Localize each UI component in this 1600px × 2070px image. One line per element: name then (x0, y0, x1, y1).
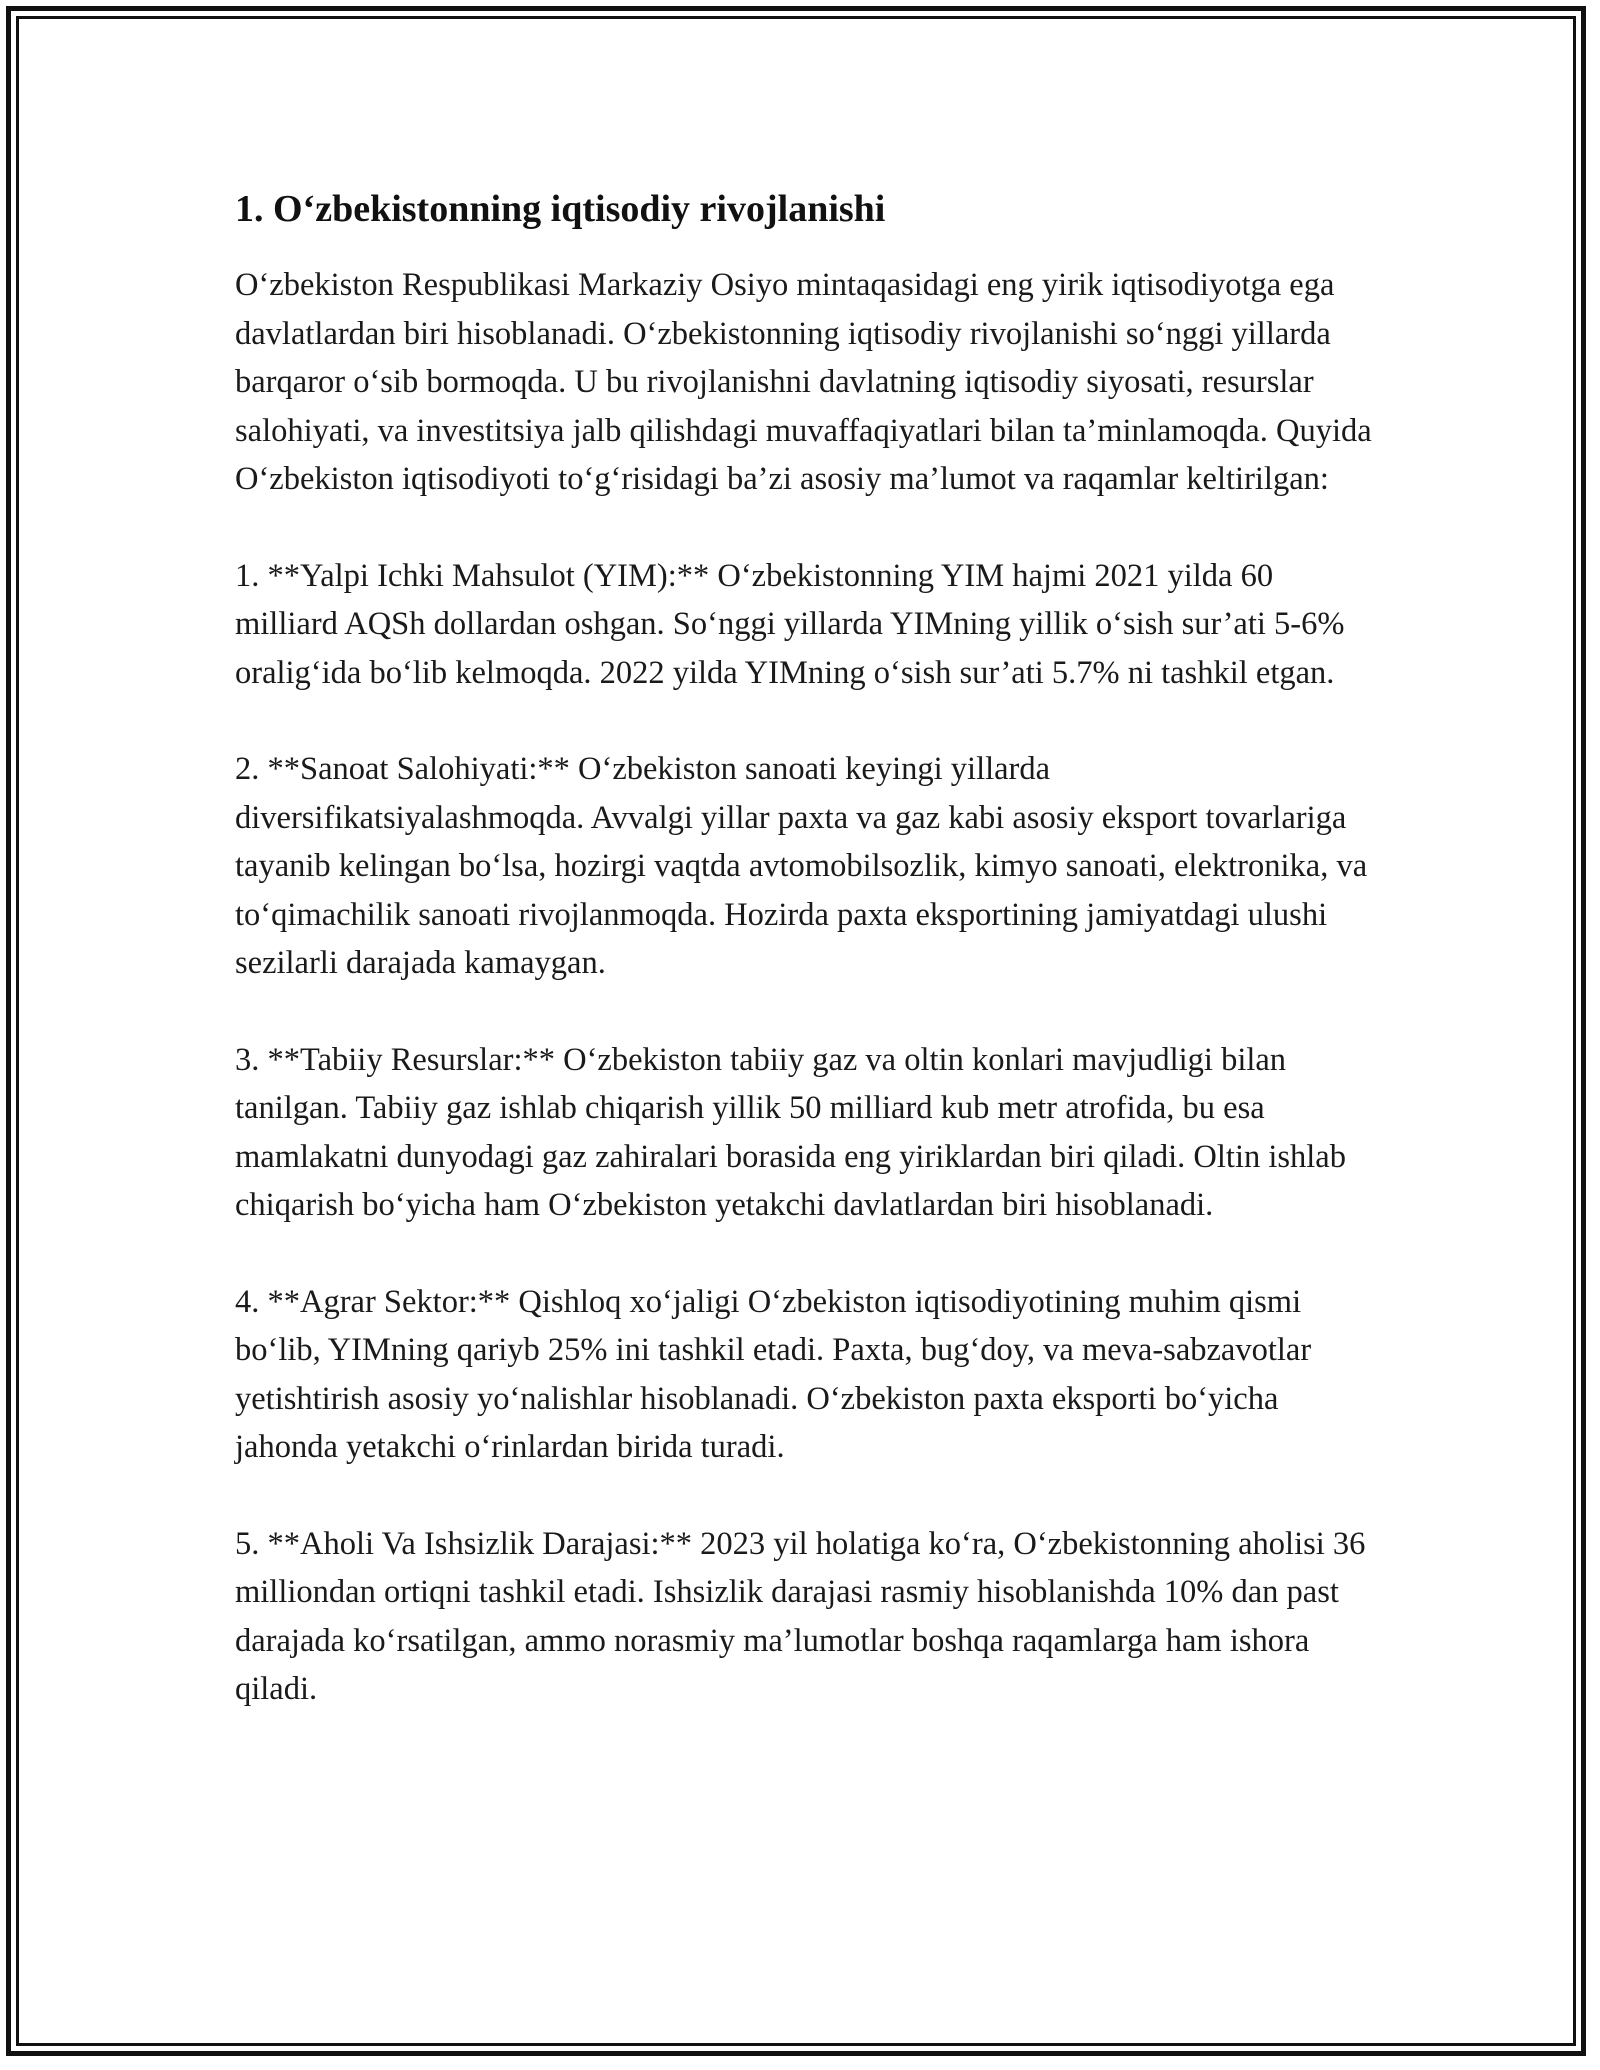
document-title: 1. O‘zbekistonning iqtisodiy rivojlanishi (235, 188, 886, 230)
intro-paragraph: O‘zbekiston Respublikasi Markaziy Osiyo mintaqasidagi eng yirik iqtisodiyotga ega davlatlardan biri hisoblanadi. O‘zbekistonning iqtisodiy rivojlanishi so‘nggi yillarda barqaror o‘sib bormoqda. U bu rivojlanishni davlatning iqtisodiy siyosati, resurslar salohiyati, va investitsiya jalb qilishdagi muvaffaqiyatlari bilan ta’minlamoqda. Quyida O‘zbekiston iqtisodiyoti to‘g‘risidagi ba’zi asosiy ma’lumot va raqamlar keltirilgan: (235, 267, 1372, 497)
paragraph-agrarian-sector: 4. **Agrar Sektor:** Qishloq xo‘jaligi O‘zbekiston iqtisodiyotining muhim qismi bo‘lib, YIMning qariyb 25% ini tashkil etadi. Paxta, bug‘doy, va meva-sabzavotlar yetishtirish asosiy yo‘nalishlar hisoblanadi. O‘zbekiston paxta eksporti bo‘yicha jahonda yetakchi o‘rinlardan birida turadi. (235, 1283, 1312, 1465)
paragraph-industry: 2. **Sanoat Salohiyati:** O‘zbekiston sanoati keyingi yillarda diversifikatsiyalashmoqda. Avvalgi yillar paxta va gaz kabi asosiy eksport tovarlariga tayanib kelingan bo‘lsa, hozirgi vaqtda avtomobilsozlik, kimyo sanoati, elektronika, va to‘qimachilik sanoati rivojlanmoqda. Hozirda paxta eksportining jamiyatdagi ulushi sezilarli darajada kamaygan. (235, 751, 1368, 981)
paragraph-natural-resources: 3. **Tabiiy Resurslar:** O‘zbekiston tabiiy gaz va oltin konlari mavjudligi bilan tanilgan. Tabiiy gaz ishlab chiqarish yillik 50 milliard kub metr atrofida, bu esa mamlakatni dunyodagi gaz zahiralari borasida eng yiriklardan biri qiladi. Oltin ishlab chiqarish bo‘yicha ham O‘zbekiston yetakchi davlatlardan biri hisoblanadi. (235, 1041, 1346, 1223)
paragraph-population-unemployment: 5. **Aholi Va Ishsizlik Darajasi:** 2023 yil holatiga ko‘ra, O‘zbekistonning aholisi 36 milliondan ortiqni tashkil etadi. Ishsizlik darajasi rasmiy hisoblanishda 10% dan past darajada ko‘rsatilgan, ammo norasmiy ma’lumotlar boshqa raqamlarga ham ishora qiladi. (235, 1525, 1366, 1707)
paragraph-gdp: 1. **Yalpi Ichki Mahsulot (YIM):** O‘zbekistonning YIM hajmi 2021 yilda 60 milliard AQSh dollardan oshgan. So‘nggi yillarda YIMning yillik o‘sish sur’ati 5-6% oralig‘ida bo‘lib kelmoqda. 2022 yilda YIMning o‘sish sur’ati 5.7% ni tashkil etgan. (235, 557, 1345, 691)
document-body (235, 185, 1375, 1762)
